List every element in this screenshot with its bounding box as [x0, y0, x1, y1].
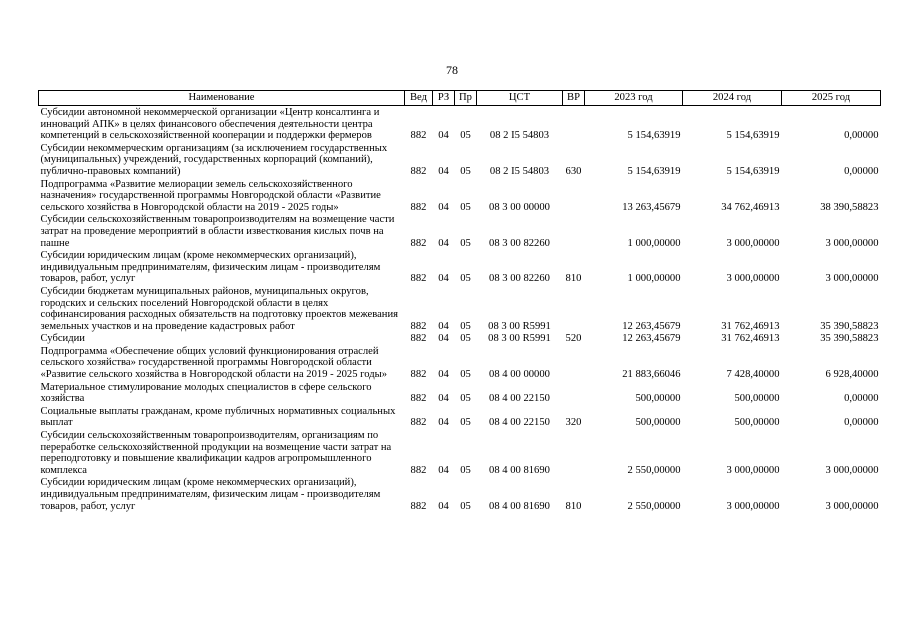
cell-2023: 13 263,45679 — [622, 201, 681, 213]
cell-2024: 5 154,63919 — [726, 165, 780, 177]
cell-2025: 0,00000 — [844, 393, 879, 405]
cell-pr: 05 — [460, 369, 471, 381]
cell-vr — [563, 106, 585, 142]
cell-2024: 3 000,00000 — [726, 464, 780, 476]
cell-ved: 882 — [410, 165, 427, 177]
cell-rz: 04 — [438, 393, 449, 405]
cell-2024: 34 762,46913 — [721, 201, 780, 213]
cell-cst: 08 4 00 81690 — [489, 500, 550, 512]
column-header-ved: Вед — [405, 91, 433, 106]
cell-ved: 882 — [410, 320, 427, 332]
cell-2023: 1 000,00000 — [627, 273, 681, 285]
budget-table — [38, 90, 881, 512]
cell-pr: 05 — [460, 417, 471, 429]
cell-name: Подпрограмма «Развитие мелиорации земель сельскохозяйственного назначения» государственной программы Новгородской области «Развитие сельского хозяйства в Новгородской области на 2019 - 2025 годы» — [40, 178, 381, 213]
cell-2024: 500,00000 — [734, 393, 780, 405]
cell-2024: 31 762,46913 — [721, 320, 780, 332]
cell-cst: 08 4 00 00000 — [489, 369, 550, 381]
cell-ved: 882 — [410, 237, 427, 249]
cell-2025: 3 000,00000 — [825, 273, 879, 285]
cell-rz: 04 — [438, 333, 449, 345]
cell-2023: 500,00000 — [635, 393, 681, 405]
table-row — [39, 476, 881, 512]
cell-pr: 05 — [460, 130, 471, 142]
cell-vr: 810 — [565, 500, 582, 512]
cell-cst: 08 4 00 22150 — [489, 393, 550, 405]
cell-pr: 05 — [460, 464, 471, 476]
cell-pr: 05 — [460, 500, 471, 512]
cell-2024: 31 762,46913 — [721, 333, 780, 345]
cell-rz: 04 — [438, 369, 449, 381]
cell-2025: 0,00000 — [844, 417, 879, 429]
cell-pr: 05 — [460, 237, 471, 249]
table-row — [39, 142, 881, 178]
table-header-row — [39, 91, 881, 106]
cell-rz: 04 — [438, 320, 449, 332]
cell-pr: 05 — [460, 165, 471, 177]
cell-2025: 3 000,00000 — [825, 464, 879, 476]
cell-name: Субсидии бюджетам муниципальных районов, муниципальных округов, городских и сельских поселений Новгородской области в целях софинансирования расходных обязательств на подготовку проектов межевания земельных участков и на проведение кадастровых работ — [40, 285, 399, 332]
cell-2025: 3 000,00000 — [825, 237, 879, 249]
column-header-pr: Пр — [455, 91, 477, 106]
cell-2023: 5 154,63919 — [627, 165, 681, 177]
cell-ved: 882 — [410, 417, 427, 429]
column-header-cst: ЦСТ — [477, 91, 563, 106]
cell-cst: 08 4 00 22150 — [489, 417, 550, 429]
cell-ved: 882 — [410, 393, 427, 405]
column-header-vr: ВР — [563, 91, 585, 106]
cell-ved: 882 — [410, 464, 427, 476]
cell-cst: 08 4 00 81690 — [489, 464, 550, 476]
cell-name: Материальное стимулирование молодых специалистов в сфере сельского хозяйства — [40, 381, 372, 405]
cell-2025: 3 000,00000 — [825, 500, 879, 512]
table-row — [39, 285, 881, 332]
cell-vr — [563, 213, 585, 249]
cell-name: Субсидии юридическим лицам (кроме некоммерческих организаций), индивидуальным предпринимателям, физическим лицам - производителям товаров, работ, услуг — [40, 477, 381, 512]
column-header-2025: 2025 год — [782, 91, 881, 106]
cell-vr: 520 — [565, 333, 582, 345]
table-row — [39, 178, 881, 214]
cell-2024: 7 428,40000 — [726, 369, 780, 381]
cell-vr — [563, 381, 585, 405]
cell-ved: 882 — [410, 333, 427, 345]
cell-2023: 12 263,45679 — [622, 320, 681, 332]
cell-cst: 08 3 00 82260 — [489, 273, 550, 285]
cell-vr: 630 — [565, 165, 582, 177]
cell-2025: 38 390,58823 — [820, 201, 879, 213]
cell-cst: 08 3 00 R5991 — [488, 333, 551, 345]
cell-2025: 6 928,40000 — [825, 369, 879, 381]
table-row — [39, 381, 881, 405]
cell-2025: 0,00000 — [844, 165, 879, 177]
cell-vr — [563, 345, 585, 381]
cell-cst: 08 3 00 82260 — [489, 237, 550, 249]
cell-2024: 500,00000 — [734, 417, 780, 429]
table-row — [39, 345, 881, 381]
cell-vr — [563, 429, 585, 476]
cell-name: Субсидии юридическим лицам (кроме некоммерческих организаций), индивидуальным предпринимателям, физическим лицам - производителям товаров, работ, услуг — [40, 250, 381, 285]
cell-2024: 3 000,00000 — [726, 273, 780, 285]
column-header-2024: 2024 год — [683, 91, 782, 106]
cell-ved: 882 — [410, 500, 427, 512]
cell-name: Подпрограмма «Обеспечение общих условий функционирования отраслей сельского хозяйства» государственной программы Новгородской области «Развитие сельского хозяйства в Новгородской области на 2019 - 2025 годы» — [40, 345, 388, 381]
cell-ved: 882 — [410, 273, 427, 285]
cell-vr — [563, 285, 585, 332]
table-row — [39, 106, 881, 142]
cell-pr: 05 — [460, 201, 471, 213]
cell-name: Субсидии автономной некоммерческой организации «Центр консалтинга и инноваций АПК» в целях финансового обеспечения деятельности центра компетенций в сельскохозяйственной кооперации и поддержки фермеров — [40, 107, 380, 142]
column-header-rz: РЗ — [433, 91, 455, 106]
cell-2023: 2 550,00000 — [627, 464, 681, 476]
cell-name: Социальные выплаты гражданам, кроме публичных нормативных социальных выплат — [40, 405, 396, 429]
cell-rz: 04 — [438, 464, 449, 476]
cell-rz: 04 — [438, 500, 449, 512]
table-row — [39, 249, 881, 285]
column-header-2023: 2023 год — [585, 91, 683, 106]
cell-2023: 12 263,45679 — [622, 333, 681, 345]
cell-2024: 3 000,00000 — [726, 237, 780, 249]
cell-rz: 04 — [438, 273, 449, 285]
cell-rz: 04 — [438, 201, 449, 213]
table-row — [39, 405, 881, 429]
cell-2024: 5 154,63919 — [726, 130, 780, 142]
cell-cst: 08 2 I5 54803 — [489, 130, 550, 142]
table-row — [39, 213, 881, 249]
cell-vr: 810 — [565, 273, 582, 285]
cell-pr: 05 — [460, 273, 471, 285]
cell-2023: 21 883,66046 — [622, 369, 681, 381]
cell-cst: 08 3 00 R5991 — [488, 320, 551, 332]
cell-2025: 35 390,58823 — [820, 333, 879, 345]
cell-ved: 882 — [410, 201, 427, 213]
cell-rz: 04 — [438, 130, 449, 142]
cell-2023: 5 154,63919 — [627, 130, 681, 142]
column-header-name: Наименование — [39, 91, 405, 106]
table-row — [39, 429, 881, 476]
page-number: 78 — [446, 63, 458, 77]
cell-2025: 35 390,58823 — [820, 320, 879, 332]
cell-vr — [563, 178, 585, 214]
cell-pr: 05 — [460, 333, 471, 345]
cell-rz: 04 — [438, 237, 449, 249]
table-row — [39, 332, 881, 345]
cell-name: Субсидии — [40, 333, 85, 345]
cell-rz: 04 — [438, 417, 449, 429]
cell-vr: 320 — [565, 417, 582, 429]
cell-2023: 2 550,00000 — [627, 500, 681, 512]
cell-2023: 1 000,00000 — [627, 237, 681, 249]
cell-pr: 05 — [460, 393, 471, 405]
cell-cst: 08 2 I5 54803 — [489, 165, 550, 177]
cell-2023: 500,00000 — [635, 417, 681, 429]
cell-name: Субсидии сельскохозяйственным товаропроизводителям, организациям по переработке сельскохозяйственной продукции на возмещение части затрат на переподготовку и повышение квалификации кадров агропромышленного комплекса — [40, 430, 392, 476]
cell-pr: 05 — [460, 320, 471, 332]
cell-name: Субсидии некоммерческим организациям (за исключением государственных (муниципальных) учреждений, государственных корпораций (компаний), публично-правовых компаний) — [40, 142, 388, 177]
cell-ved: 882 — [410, 369, 427, 381]
cell-name: Субсидии сельскохозяйственным товаропроизводителям на возмещение части затрат на проведение мероприятий в области известкования кислых почв на пашне — [40, 214, 395, 249]
cell-2025: 0,00000 — [844, 130, 879, 142]
cell-rz: 04 — [438, 165, 449, 177]
cell-ved: 882 — [410, 130, 427, 142]
cell-cst: 08 3 00 00000 — [489, 201, 550, 213]
cell-2024: 3 000,00000 — [726, 500, 780, 512]
